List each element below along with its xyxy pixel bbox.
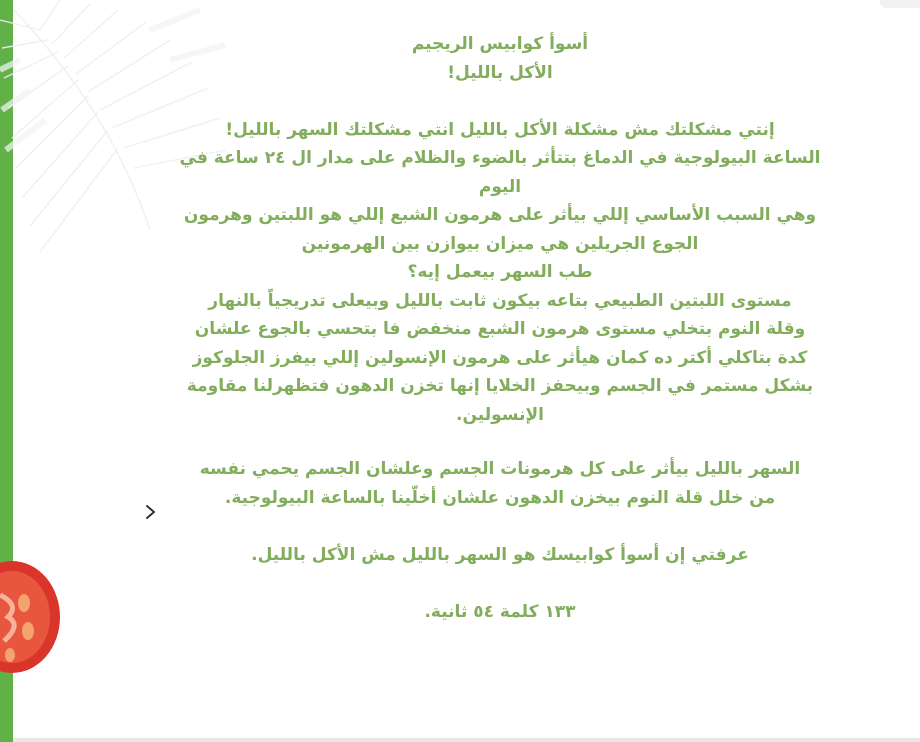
article-title: أسوأ كوابيس الريجيم [411,34,589,54]
text-line: إنتي مشكلتك مش مشكلة الأكل بالليل انتي مشكلتك السهر بالليل! [225,119,775,140]
spacer [150,569,850,598]
text-line: اليوم [478,176,522,197]
text-line: بشكل مستمر في الجسم وبيحفز الخلايا إنها تخزن الدهون فتظهرلنا مقاومة [186,376,814,396]
article-subtitle: الأكل بالليل! [447,62,553,83]
article-body [150,30,850,626]
text-line: مستوى اللبتين الطبيعي بتاعه بيكون ثابت بالليل وبيعلى تدريجياً بالنهار [208,290,792,311]
text-line: وهي السبب الأساسي إللي بيأثر على هرمون الشبع إللي هو اللبتين وهرمون [183,205,817,225]
text-line: الساعة البيولوجية في الدماغ بتتأثر بالضوء والظلام على مدار ال ٢٤ ساعة في [179,148,821,168]
text-line: الإنسولين. [456,404,544,425]
text-line: وقلة النوم بتخلي مستوى هرمون الشبع منخفض فا بتحسي بالجوع علشان [194,319,806,339]
top-right-corner [880,0,920,8]
word-count-footer: ١٣٣ كلمة ٥٤ ثانية. [424,601,576,622]
text-line: الجوع الجريلين هي ميزان بيوازن بين الهرمونين [301,233,699,254]
text-line: طب السهر بيعمل إيه؟ [407,262,593,282]
spacer [150,87,850,116]
text-line: كدة بتاكلي أكتر ده كمان هيأثر على هرمون الإنسولين إللي بيفرز الجلوكوز [192,347,808,368]
text-line: السهر بالليل بيأثر على كل هرمونات الجسم وعلشان الجسم يحمي نفسه [199,459,801,479]
tomato-slice-icon [0,555,62,675]
spacer [150,512,850,541]
bottom-edge [13,738,920,742]
conclusion-line: عرفتي إن أسوأ كوابيسك هو السهر بالليل مش الأكل بالليل. [251,544,749,565]
text-line: من خلل قلة النوم بيخزن الدهون علشان أخلّينا بالساعة البيولوجية. [224,487,776,508]
spacer [150,429,850,455]
